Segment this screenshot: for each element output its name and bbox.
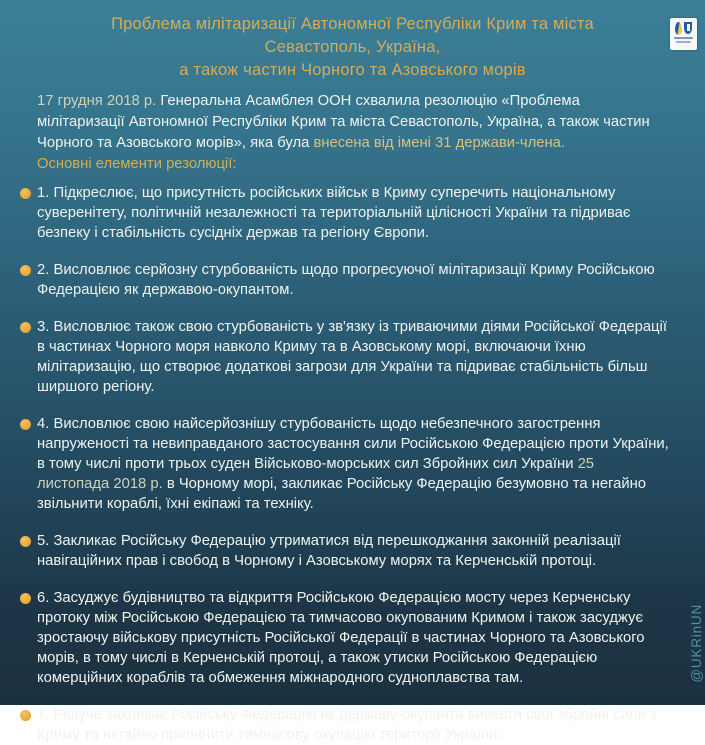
trident-shield-icon [684,22,692,34]
resolution-item-1 [20,183,669,243]
bullet-dot-icon [20,322,31,333]
resolution-item-4 [20,414,669,514]
logo-caption-lines [674,37,693,43]
resolution-item-6 [20,588,669,688]
bullet-dot-icon [20,188,31,199]
header [0,0,705,82]
item-text: 7. Рішуче закликає Російську Федерацію як державу-окупанта вивести свої збройні сили з Криму та негайно припинити тимчасову окупацію території України. [37,707,657,743]
bullet-dot-icon [20,710,31,721]
resolution-item-3 [20,317,669,397]
logo-shapes [675,21,692,35]
item-text: 5. Закликає Російську Федерацію утриматися від перешкоджання законній реалізації навігаційних прав і свобод в Чорному і Азовському морях та Керченській протоці. [37,533,621,569]
page-title [60,13,645,82]
bullet-dot-icon [20,419,31,430]
intro-highlight: внесена від імені 31 держави-члена. [313,135,565,151]
item-text: 3. Висловлює також свою стурбованість у зв'язку із триваючими діями Російської Федерації в частинах Чорного моря навколо Криму та в Азовському морі, включаючи їхню мілітаризацію, що створює додаткові загрози для України та підриває стабільність більш ширшого регіону. [37,319,667,395]
watermark-handle: @UKRinUN [689,604,704,683]
title-line-1: Проблема мілітаризації Автономної Республіки Крим та міста Севастополь, Україна, [111,15,594,56]
intro-text: Генеральна Асамблея ООН схвалила резолюцію «Проблема мілітаризації Автономної Республіки Крим та міста Севастополь, Україна, а також частин Чорного та Азовського морів», яка була [37,93,650,151]
item-4-date: 25 листопада 2018 р. [37,456,595,492]
item-4-pre: 4. Висловлює свою найсерйознішу стурбованість щодо небезпечного загострення напруженості та невиправданого застосування сили Російською Федерацією проти України, в тому числі проти трьох суден Військово-морських сил Збройних сил України [37,416,669,472]
intro-date: 17 грудня 2018 р. [37,93,157,109]
bullet-dot-icon [20,265,31,276]
section-heading: Основні елементи резолюції: [37,156,237,172]
item-text: 1. Підкреслює, що присутність російських військ в Криму суперечить національному суверенітету, політичній незалежності та територіальній цілісності України та підриває безпеку і стабільність сусідніх держав та регіону Європи. [37,185,631,241]
resolution-item-7 [20,705,669,745]
bullet-dot-icon [20,536,31,547]
resolution-item-2 [20,260,669,300]
item-4-post: в Чорному морі, закликає Російську Федерацію безумовно та негайно звільнити кораблі, їхні екіпажі та техніку. [37,476,647,512]
item-text: 2. Висловлює серйозну стурбованість щодо прогресуючої мілітаризації Криму Російською Федерацією як державою-окупантом. [37,262,655,298]
item-text [37,416,669,512]
flame-blue-yellow-icon [675,22,682,35]
title-line-2: а також частин Чорного та Азовського морів [179,61,526,79]
ukraine-un-mission-logo [670,18,697,50]
intro-paragraph [37,91,665,154]
resolution-item-5 [20,531,669,571]
resolution-items-list [20,183,669,745]
item-text: 6. Засуджує будівництво та відкриття Російською Федерацією мосту через Керченську протоку між Російською Федерацією та тимчасово окупованим Кримом і також засуджує зростаючу військову присутність Російської Федерації в частинах Чорного та Азовського морів, в тому числі в Керченській протоці, а також утиски Російською Федерацією комерційних кораблів та обмеження міжнародного судноплавства там. [37,590,645,686]
bullet-dot-icon [20,593,31,604]
